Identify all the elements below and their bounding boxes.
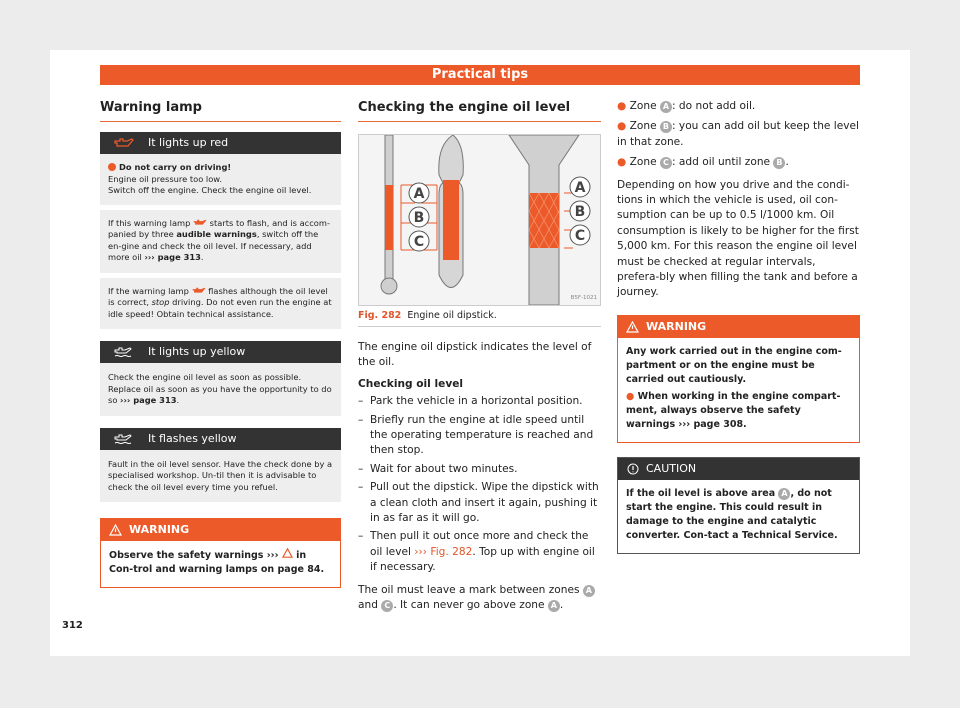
zone-a-badge: A (778, 488, 790, 500)
wl-a: Observe the safety warnings ››› (109, 550, 282, 561)
yend: . (176, 395, 180, 405)
b3c: driving. Do not even run the engine at idle speed! Obtain technical assistance. (108, 297, 332, 319)
red-oil-icon (108, 163, 116, 171)
warning-label-right: WARNING (646, 319, 707, 333)
zone-c-line: ● Zone C : add oil until zone B . (617, 156, 789, 169)
b2b: starts to flash, and is accom-panied by three (108, 217, 330, 239)
step-5: – Then pull it out once more and check the oil level ››› Fig. 282. Top up with engine oil if necessary. (358, 530, 595, 574)
caution-heading (618, 458, 859, 480)
b2c: , switch off the en-gine and check the oil level. If necessary, add more oil (108, 229, 319, 262)
step-5-b: . Top up with engine oil if necessary. (370, 545, 595, 574)
info-circle-icon (627, 463, 639, 475)
figure-caption (358, 310, 601, 327)
consumption-paragraph: Depending on how you drive and the condi-tions in which the vehicle is used, oil con-sumption can be up to 0.5 l/1000 km. Oil consumption is likely to be higher for the first 5,000 km. For this reason the engine oil level must be checked at regular intervals, prefera-bly when filling the tank and before a journey. (617, 178, 859, 299)
intro-text: The engine oil dipstick indicates the level of the oil. (358, 341, 592, 369)
flash-lamp-heading (100, 428, 341, 450)
flash-block (100, 450, 341, 503)
warning-body-left (101, 541, 340, 587)
b2end: . (200, 252, 204, 262)
red-block-2 (100, 210, 341, 273)
header-bar: Practical tips (100, 65, 860, 85)
right-body (617, 99, 860, 301)
warning-p1: Any work carried out in the engine com-partment or on the engine must be carried out cautiously. (626, 345, 842, 385)
mark-d: . (559, 599, 564, 612)
zone-a-badge: A (583, 585, 595, 597)
zone-a-line: ● Zone A : do not add oil. (617, 100, 756, 112)
zone-a-badge: A (548, 600, 560, 612)
mark-text (358, 583, 601, 614)
oil-pressure-text: Engine oil pressure too low. (108, 173, 222, 184)
warning-heading-right (618, 316, 859, 338)
figure-label-b: B (413, 210, 425, 226)
step-1-text: Park the vehicle in a horizontal position. (370, 395, 583, 408)
figure-number: Fig. 282 (358, 310, 402, 321)
step-4-text: Pull out the dipstick. Wipe the dipstick with a clean cloth and insert it again, pushing it in as far as it will go. (370, 481, 599, 525)
step-3-text: Wait for about two minutes. (370, 462, 518, 475)
warning-triangle-icon (109, 524, 122, 536)
warning-p2: When working in the engine compart-ment, always observe the safety warnings ››› page 308. (626, 390, 841, 430)
figure-label-a: A (413, 186, 425, 202)
zone-b-badge: B (660, 121, 672, 133)
warning-box-left (100, 518, 341, 588)
mark-b: and (358, 599, 382, 612)
do-not-drive-text: Do not carry on driving! (119, 162, 232, 172)
b3b: flashes although the oil level is correct, (108, 285, 328, 307)
column-right (617, 100, 860, 554)
warning-p2-wrap: ● When working in the engine compart-ment, always observe the safety warnings ››› page 308. (626, 390, 841, 430)
figure-code: B5F-1021 (570, 295, 597, 301)
step-4: – Pull out the dipstick. Wipe the dipstick with a clean cloth and insert it again, pushing it in as far as it will go. (358, 481, 599, 525)
figure-label-c: C (413, 234, 425, 250)
zone-word: Zone (629, 100, 657, 112)
figure-label-c-right: C (574, 228, 586, 244)
flash-text: Fault in the oil level sensor. Have the check done by a specialised workshop. Un-til then it is advisable to check the oil level every time you refuel. (108, 458, 333, 492)
fig-282-link[interactable]: ››› Fig. 282 (414, 545, 473, 558)
caution-b: , do not start the engine. This could result in damage to the engine and catalytic converter. Con-tact a Technical Service. (626, 487, 838, 541)
column-middle (358, 100, 601, 614)
wl-b: in Con-trol and warning lamps on page 84. (109, 550, 325, 575)
warning-heading (101, 519, 340, 541)
figure-caption-text: Engine oil dipstick. (407, 310, 497, 321)
page-313-link[interactable]: ››› page 313 (144, 252, 201, 262)
column-left (100, 100, 341, 588)
oil-can-icon (193, 219, 207, 226)
warning-body-right (618, 338, 859, 442)
step-2-text: Briefly run the engine at idle speed until the operating temperature is reached and then stop. (370, 413, 594, 457)
caution-body (618, 480, 859, 553)
page-313-link-2[interactable]: ››› page 313 (120, 395, 177, 405)
oil-level-sensor-icon (114, 434, 132, 445)
b2a: If this warning lamp (108, 217, 194, 228)
dipstick-figure (358, 134, 601, 306)
zone-b-line: ● Zone B : you can add oil but keep the level in that zone. (617, 120, 859, 148)
b3i: stop (151, 297, 170, 307)
figure-label-b-right: B (574, 204, 586, 220)
section-title-warning-lamp: Warning lamp (100, 100, 341, 122)
page-number: 312 (62, 620, 83, 631)
red-block-1 (100, 154, 341, 205)
yellow-heading-text: It lights up yellow (148, 345, 246, 358)
warning-label: WARNING (129, 523, 190, 536)
yellow-block (100, 363, 341, 416)
mark-a: The oil must leave a mark between zones (358, 583, 583, 596)
middle-body (358, 340, 601, 614)
warning-triangle-icon (626, 321, 639, 333)
zone-a-text: : do not add oil. (671, 100, 756, 112)
caution-label: CAUTION (646, 461, 697, 475)
zone-c-end: . (785, 156, 789, 169)
caution-a: If the oil level is above area (626, 487, 779, 499)
step-2: – Briefly run the engine at idle speed until the operating temperature is reached and then stop. (358, 413, 594, 457)
zone-a-badge: A (660, 101, 672, 113)
zone-c-badge: C (381, 600, 393, 612)
yellow-text: Check the engine oil level as soon as possible. Replace oil as soon as you have the opportunity to do so (108, 372, 332, 405)
section-title-checking-oil: Checking the engine oil level (358, 100, 601, 122)
zone-c-badge: C (660, 157, 672, 169)
switch-off-text: Switch off the engine. Check the engine oil level. (108, 185, 312, 195)
oil-level-sensor-icon (114, 347, 132, 358)
zone-word: Zone (629, 120, 657, 133)
yellow-lamp-heading (100, 341, 341, 363)
warning-triangle-icon (282, 548, 293, 558)
b3a: If the warning lamp (108, 285, 192, 296)
step-5-a: Then pull it out once more and check the oil level (370, 530, 589, 558)
step-1: – Park the vehicle in a horizontal position. (358, 395, 583, 408)
zone-b-badge: B (773, 157, 785, 169)
mark-c: . It can never go above zone (393, 599, 548, 612)
dipstick-illustration (359, 135, 601, 305)
oil-can-icon (192, 287, 206, 294)
zone-word: Zone (629, 156, 657, 169)
subheading-checking: Checking oil level (358, 377, 464, 390)
zone-b-text: : you can add oil but keep the level in that zone. (617, 120, 859, 148)
warning-box-right (617, 315, 860, 443)
red-heading-text: It lights up red (148, 136, 229, 149)
red-block-3 (100, 278, 341, 330)
oil-can-icon (114, 138, 134, 148)
b2bold: audible warnings (176, 229, 257, 239)
flash-heading-text: It flashes yellow (148, 431, 237, 445)
caution-box (617, 457, 860, 554)
figure-label-a-right: A (574, 180, 586, 196)
step-3: – Wait for about two minutes. (358, 462, 518, 475)
red-lamp-heading (100, 132, 341, 154)
zone-c-text: : add oil until zone (671, 156, 774, 169)
